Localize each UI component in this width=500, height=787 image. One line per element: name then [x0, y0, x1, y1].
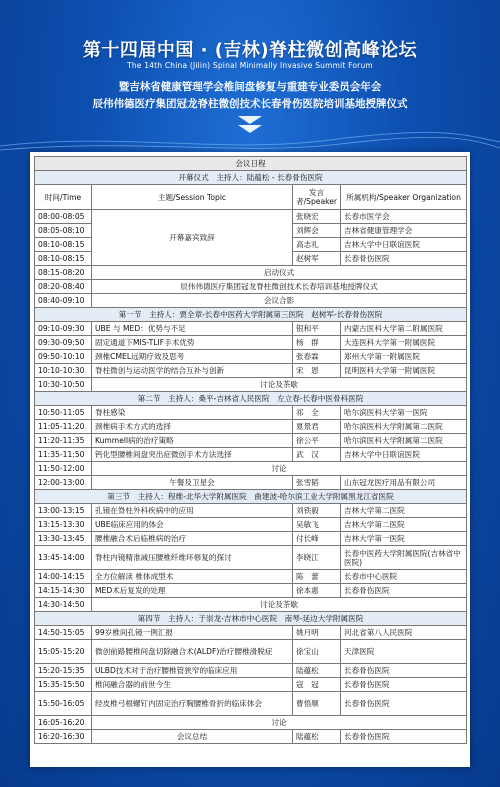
org-cell: 昆明医科大学第一附属医院: [341, 364, 467, 378]
speaker-cell: 银和平: [293, 322, 341, 336]
topic-cell: 颈椎病手术方式的选择: [92, 420, 293, 434]
speaker-cell: 李晓江: [293, 546, 341, 570]
time-cell: 14:50-15:05: [35, 626, 92, 640]
org-cell: 吉林大学中日联谊医院: [341, 238, 467, 252]
topic-cell: 午餐及卫星会: [92, 476, 293, 490]
topic-cell: 全方位解读 椎体成型术: [92, 570, 293, 584]
org-cell: 哈尔滨医科大学附属第二医院: [341, 434, 467, 448]
table-row: [35, 570, 467, 584]
time-cell: 14:15-14:30: [35, 584, 92, 598]
topic-cell: 开幕嘉宾致辞: [92, 210, 293, 266]
org-cell: 长春骨伤医院: [341, 664, 467, 678]
speaker-cell: 祁 全: [293, 406, 341, 420]
speaker-cell: 陈 蕾: [293, 570, 341, 584]
section-header: 第一节 主持人：贾全章-长春中医药大学附属第三医院 赵树军-长春骨伤医院: [35, 308, 467, 322]
table-row: [35, 532, 467, 546]
table-row: [35, 210, 467, 224]
topic-cell: 脊柱感染: [92, 406, 293, 420]
time-cell: 15:35-15:50: [35, 678, 92, 692]
time-cell: 09:50-10:10: [35, 350, 92, 364]
table-row: [35, 678, 467, 692]
speaker-cell: 赵树军: [293, 252, 341, 266]
topic-cell: 脊柱微创与运动医学的结合互补与创新: [92, 364, 293, 378]
table-row: [35, 336, 467, 350]
topic-cell: 椎间融合器的前世今生: [92, 678, 293, 692]
time-cell: 10:30-10:50: [35, 378, 92, 392]
column-header-time: 时间/Time: [35, 185, 92, 210]
table-row: [35, 504, 467, 518]
time-cell: 08:00-08:05: [35, 210, 92, 224]
topic-cell: 经皮椎弓根螺钉内固定治疗胸腰椎骨折的临床体会: [92, 692, 293, 716]
time-cell: 15:50-16:05: [35, 692, 92, 716]
org-cell: 吉林大学中日联谊医院: [341, 448, 467, 462]
org-cell: 哈尔滨医科大学第一医院: [341, 406, 467, 420]
section-header-row: [35, 490, 467, 504]
speaker-cell: 徐公平: [293, 434, 341, 448]
speaker-cell: 陆蕴松: [293, 730, 341, 744]
time-cell: 15:05-15:20: [35, 640, 92, 664]
table-row: [35, 280, 467, 294]
header-banner: [0, 0, 500, 150]
org-cell: 长春骨伤医院: [341, 584, 467, 598]
speaker-cell: 张晓宏: [293, 210, 341, 224]
topic-cell: 99岁椎间孔镜一例汇报: [92, 626, 293, 640]
org-cell: 河北省第八人民医院: [341, 626, 467, 640]
table-row: [35, 364, 467, 378]
topic-cell: 固定通道下MIS-TLIF手术优势: [92, 336, 293, 350]
org-cell: 天津医院: [341, 640, 467, 664]
org-cell: 内蒙古医科大学第二附属医院: [341, 322, 467, 336]
time-cell: 14:00-14:15: [35, 570, 92, 584]
topic-cell: 会议总结: [92, 730, 293, 744]
org-cell: 长春市中心医院: [341, 570, 467, 584]
org-cell: 山东冠龙医疗用品有限公司: [341, 476, 467, 490]
speaker-cell: 姚月明: [293, 626, 341, 640]
event-cell: 会议合影: [92, 294, 467, 308]
time-cell: 11:05-11:20: [35, 420, 92, 434]
table-row: [35, 518, 467, 532]
table-row: [35, 406, 467, 420]
event-cell: 辰伟伟德医疗集团冠龙脊柱微创技术长春培训基地授牌仪式: [92, 280, 467, 294]
time-cell: 09:10-09:30: [35, 322, 92, 336]
org-cell: 大连医科大学第一附属医院: [341, 336, 467, 350]
org-cell: 哈尔滨医科大学附属第二医院: [341, 420, 467, 434]
speaker-cell: 宋 恩: [293, 364, 341, 378]
topic-cell: ULBD技术对于治疗腰椎管狭窄的临床应用: [92, 664, 293, 678]
org-cell: 吉林大学第一医院: [341, 532, 467, 546]
speaker-cell: 张春霖: [293, 350, 341, 364]
table-row: [35, 626, 467, 640]
speaker-cell: 刘辉会: [293, 224, 341, 238]
speaker-cell: 付长峰: [293, 532, 341, 546]
time-cell: 16:05-16:20: [35, 716, 92, 730]
table-row: [35, 664, 467, 678]
time-cell: 10:50-11:05: [35, 406, 92, 420]
event-cell: 讨论及茶歇: [92, 378, 467, 392]
speaker-cell: 张雪韬: [293, 476, 341, 490]
table-row: [35, 716, 467, 730]
english-subtitle: The 14th China (Jilin) Spinal Minimally Invasive Summit Forum: [127, 61, 373, 70]
section-header: 第四节 主持人：于崇龙-吉林市中心医院 南琴-延边大学附属医院: [35, 612, 467, 626]
org-cell: 郑州大学第一附属医院: [341, 350, 467, 364]
table-row: [35, 598, 467, 612]
column-header-topic: 主题/Session Topic: [92, 185, 293, 210]
table-row: [35, 730, 467, 744]
event-cell: 启动仪式: [92, 266, 467, 280]
time-cell: 08:05-08:10: [35, 224, 92, 238]
subtitle-line-1: 暨吉林省健康管理学会椎间盘修复与重建专业委员会年会: [118, 81, 382, 93]
topic-cell: UBE临床应用的体会: [92, 518, 293, 532]
topic-cell: UBE 与 MED：优势与不足: [92, 322, 293, 336]
time-cell: 11:35-11:50: [35, 448, 92, 462]
topic-cell: 微创前路腰椎间盘切除融合术(ALDF)治疗腰椎滑脱症: [92, 640, 293, 664]
speaker-cell: 杨 群: [293, 336, 341, 350]
speaker-cell: 高志礼: [293, 238, 341, 252]
org-cell: 长春骨伤医院: [341, 730, 467, 744]
section-header: 第三节 主持人：程维-北华大学附属医院 曲建波-哈尔滨工业大学附属黑龙江省医院: [35, 490, 467, 504]
topic-cell: 颈椎CMEL远期疗效及思考: [92, 350, 293, 364]
table-row: [35, 378, 467, 392]
opening-header-row: [35, 171, 467, 185]
speaker-cell: 徐宝山: [293, 640, 341, 664]
double-chevron-down-icon: [235, 114, 265, 136]
time-cell: 10:10-10:30: [35, 364, 92, 378]
org-cell: 长春骨伤医院: [341, 252, 467, 266]
topic-cell: Kummell病的治疗策略: [92, 434, 293, 448]
topic-cell: 脊柱内镜精准减压腰椎纤维环修复的探讨: [92, 546, 293, 570]
time-cell: 09:30-09:50: [35, 336, 92, 350]
table-row: [35, 640, 467, 664]
speaker-cell: 徐本惠: [293, 584, 341, 598]
table-row: [35, 462, 467, 476]
time-cell: 08:20-08:40: [35, 280, 92, 294]
section-header-row: [35, 612, 467, 626]
time-cell: 11:50-12:00: [35, 462, 92, 476]
table-row: [35, 420, 467, 434]
org-cell: 长春中医药大学附属医院(吉林省中医院): [341, 546, 467, 570]
speaker-cell: 曹悟顺: [293, 692, 341, 716]
page-title: 第十四届中国 · (吉林)脊柱微创高峰论坛: [82, 40, 418, 61]
table-row: [35, 350, 467, 364]
org-cell: 吉林大学第二医院: [341, 504, 467, 518]
table-row: [35, 546, 467, 570]
event-cell: 讨论: [92, 462, 467, 476]
table-row: [35, 692, 467, 716]
column-header-row: [35, 185, 467, 210]
time-cell: 08:15-08:20: [35, 266, 92, 280]
speaker-cell: 吴敏飞: [293, 518, 341, 532]
table-row: [35, 266, 467, 280]
speaker-cell: 陆蕴松: [293, 664, 341, 678]
table-row: [35, 322, 467, 336]
agenda-table: [34, 156, 467, 744]
column-header-speaker: 发言者/Speaker: [293, 185, 341, 210]
time-cell: 08:10-08:15: [35, 238, 92, 252]
speaker-cell: 夏景君: [293, 420, 341, 434]
table-row: [35, 584, 467, 598]
time-cell: 11:20-11:35: [35, 434, 92, 448]
time-cell: 13:15-13:30: [35, 518, 92, 532]
table-row: [35, 434, 467, 448]
org-cell: 吉林大学第二医院: [341, 518, 467, 532]
topic-cell: MED术后复发的处理: [92, 584, 293, 598]
time-cell: 13:30-13:45: [35, 532, 92, 546]
agenda-title-row: [35, 157, 467, 171]
speaker-cell: 刘铁毅: [293, 504, 341, 518]
topic-cell: 腰椎融合术后临椎病的治疗: [92, 532, 293, 546]
speaker-cell: 武 汉: [293, 448, 341, 462]
section-header: 开幕仪式 主持人：陆蕴松 - 长春骨伤医院: [35, 171, 467, 185]
section-header-row: [35, 392, 467, 406]
time-cell: 16:20-16:30: [35, 730, 92, 744]
time-cell: 15:20-15:35: [35, 664, 92, 678]
section-header-row: [35, 308, 467, 322]
time-cell: 08:10-08:15: [35, 252, 92, 266]
org-cell: 长春骨伤医院: [341, 692, 467, 716]
org-cell: 长春市医学会: [341, 210, 467, 224]
column-header-org: 所属机构/Speaker Organization: [341, 185, 467, 210]
topic-cell: 孔镜在脊柱外科疾病中的应用: [92, 504, 293, 518]
org-cell: 长春骨伤医院: [341, 678, 467, 692]
topic-cell: 钙化型腰椎间盘突出症微创手术方法选择: [92, 448, 293, 462]
table-row: [35, 448, 467, 462]
time-cell: 14:30-14:50: [35, 598, 92, 612]
subtitle-line-2: 辰伟伟德医疗集团冠龙脊柱微创技术长春骨伤医院培训基地授牌仪式: [92, 98, 408, 110]
time-cell: 12:00-13:00: [35, 476, 92, 490]
speaker-cell: 寇 冠: [293, 678, 341, 692]
section-header: 第二节 主持人：桑平-吉林省人民医院 左立春-长春中医骨科医院: [35, 392, 467, 406]
agenda-title: 会议日程: [35, 157, 467, 171]
org-cell: 吉林省健康管理学会: [341, 224, 467, 238]
event-cell: 讨论: [92, 716, 467, 730]
time-cell: 08:40-09:10: [35, 294, 92, 308]
agenda-panel: [30, 152, 470, 767]
table-row: [35, 476, 467, 490]
time-cell: 13:00-13:15: [35, 504, 92, 518]
event-cell: 讨论及茶歇: [92, 598, 467, 612]
table-row: [35, 294, 467, 308]
time-cell: 13:45-14:00: [35, 546, 92, 570]
